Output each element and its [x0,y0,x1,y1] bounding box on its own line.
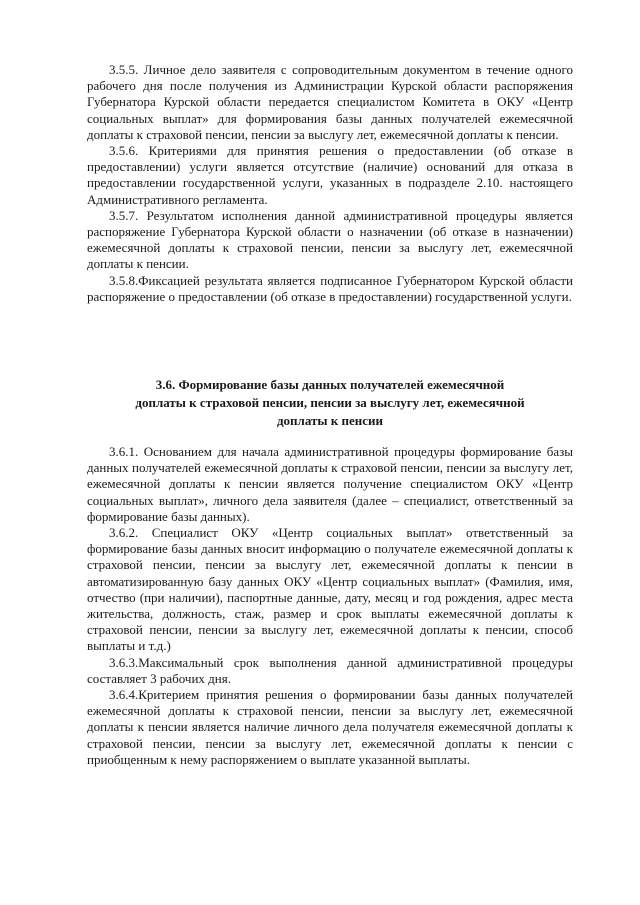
paragraph-3-5-7: 3.5.7. Результатом исполнения данной административной процедуры является распоряжение Губернатора Курской области о назначении (об отказе в назначении) ежемесячной доплаты к страховой пенсии, пенсии за выслугу лет, ежемесячной доплаты к пенсии. [87,207,573,272]
paragraph-3-5-8: 3.5.8.Фиксацией результата является подписанное Губернатором Курской области распоряжение о предоставлении (об отказе в предоставлении) государственной услуги. [87,272,573,304]
section-3-6-text [87,444,573,768]
paragraph-3-5-5: 3.5.5. Личное дело заявителя с сопроводительным документом в течение одного рабочего дня после получения из Администрации Курской области распоряжения Губернатора Курской области передается специалистом Комитета в ОКУ «Центр социальных выплат» для формирования базы данных получателей ежемесячной доплаты к страховой пенсии, пенсии за выслугу лет, ежемесячной доплаты к пенсии. [87,62,573,142]
paragraph-3-5-6: 3.5.6. Критериями для принятия решения о предоставлении (об отказе в предоставлении) услуги является отсутствие (наличие) оснований для отказа в предоставлении государственной услуги, указанных в подразделе 2.10. настоящего Административного регламента. [87,143,573,207]
section-3-5-text [87,62,573,305]
paragraph-3-6-2: 3.6.2. Специалист ОКУ «Центр социальных выплат» ответственный за формирование базы данных вносит информацию о получателе ежемесячной доплаты к страховой пенсии, пенсии за выслугу лет, ежемесячной доплаты к пенсии в автоматизированную базу данных ОКУ «Центр социальных выплат» (Фамилия, имя, отчество (при наличии), паспортные данные, дату, месяц и год рождения, адрес места жительства, должность, стаж, размер и срок выплаты ежемесячной доплаты к страховой пенсии, пенсии за выслугу лет, ежемесячной доплаты к пенсии, способ выплаты и т.д.) [87,525,573,654]
paragraph-3-6-1: 3.6.1. Основанием для начала административной процедуры формирование базы данных получателей ежемесячной доплаты к страховой пенсии, пенсии за выслугу лет, ежемесячной доплаты к пенсии является получение специалистом ОКУ «Центр социальных выплат», личного дела заявителя (далее – специалист, ответственный за формирование базы данных). [87,444,573,524]
section-3-6-heading [87,376,573,430]
paragraph-3-6-4: 3.6.4.Критерием принятия решения о формировании базы данных получателей ежемесячной доплаты к страховой пенсии, пенсии за выслугу лет, ежемесячной доплаты к пенсии является наличие личного дела получателя ежемесячной доплаты к страховой пенсии, пенсии за выслугу лет, ежемесячной доплаты к пенсии с приобщенным к нему распоряжением о выплате указанной выплаты. [87,687,573,767]
heading-line-3: доплаты к пенсии [276,413,384,428]
heading-line-1: 3.6. Формирование базы данных получателей ежемесячной [155,377,505,392]
paragraph-3-6-3: 3.6.3.Максимальный срок выполнения данной административной процедуры составляет 3 рабочих дня. [87,654,573,686]
heading-line-2: доплаты к страховой пенсии, пенсии за выслугу лет, ежемесячной [135,395,525,410]
